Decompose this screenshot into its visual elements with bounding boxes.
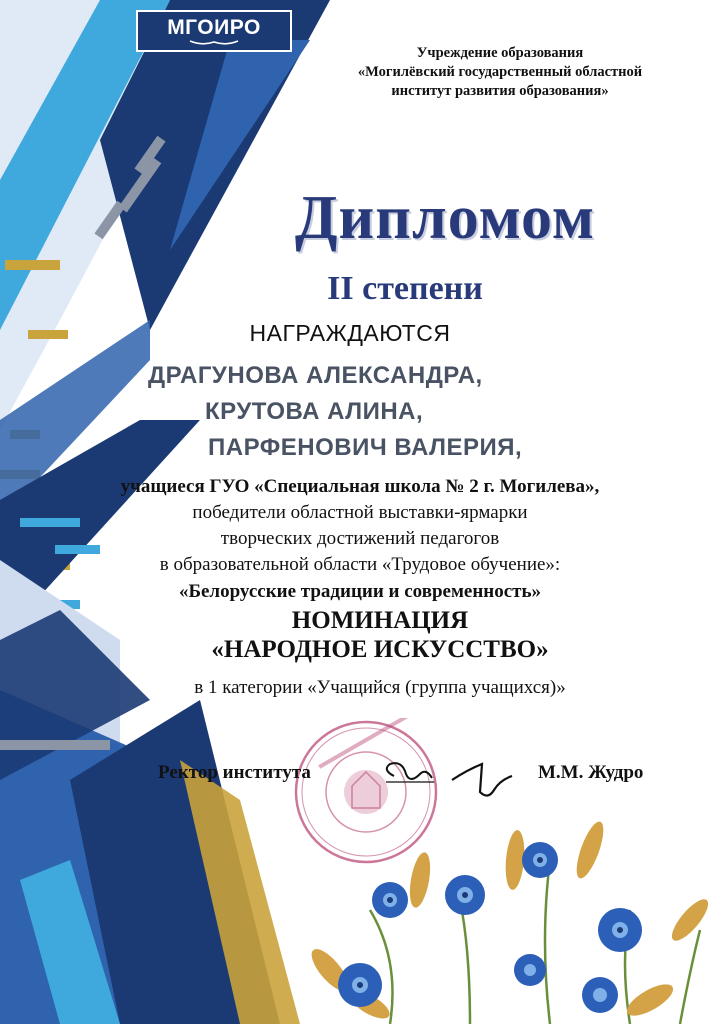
- diploma-degree: II степени: [327, 270, 483, 307]
- organization-line-1: Учреждение образования: [416, 45, 584, 61]
- recipient-name-3: ПАРФЕНОВИЧ ВАЛЕРИЯ,: [208, 434, 523, 461]
- organization-line-3: институт развития образования»: [391, 83, 609, 99]
- signatory-position: Ректор института: [158, 762, 311, 783]
- body-line-3: творческих достижений педагогов: [220, 528, 500, 549]
- logo-text: МГОИРО: [167, 16, 261, 39]
- nomination-value: «НАРОДНОЕ ИСКУССТВО»: [211, 636, 549, 663]
- awarded-heading: НАГРАЖДАЮТСЯ: [249, 320, 451, 346]
- students-school-line: учащиеся ГУО «Специальная школа № 2 г. Могилева»,: [120, 476, 600, 497]
- recipient-name-2: КРУТОВА АЛИНА,: [205, 398, 424, 425]
- recipient-name-1: ДРАГУНОВА АЛЕКСАНДРА,: [148, 362, 483, 389]
- nomination-label: НОМИНАЦИЯ: [291, 607, 469, 634]
- signatory-name: М.М. Жудро: [538, 762, 644, 783]
- book-icon: [188, 39, 240, 47]
- diploma-title: Дипломом: [294, 184, 596, 252]
- cornflowers-wheat-illustration: [300, 820, 724, 1024]
- exhibition-theme: «Белорусские традиции и современность»: [178, 581, 542, 602]
- organization-line-2: «Могилёвский государственный областной: [357, 64, 643, 80]
- handwritten-signature: [372, 740, 532, 810]
- institute-logo: [136, 10, 292, 52]
- body-line-2: победители областной выставки-ярмарки: [192, 502, 528, 523]
- category-line: в 1 категории «Учащийся (группа учащихся)»: [194, 677, 566, 698]
- body-line-4: в образовательной области «Трудовое обучение»:: [159, 554, 561, 575]
